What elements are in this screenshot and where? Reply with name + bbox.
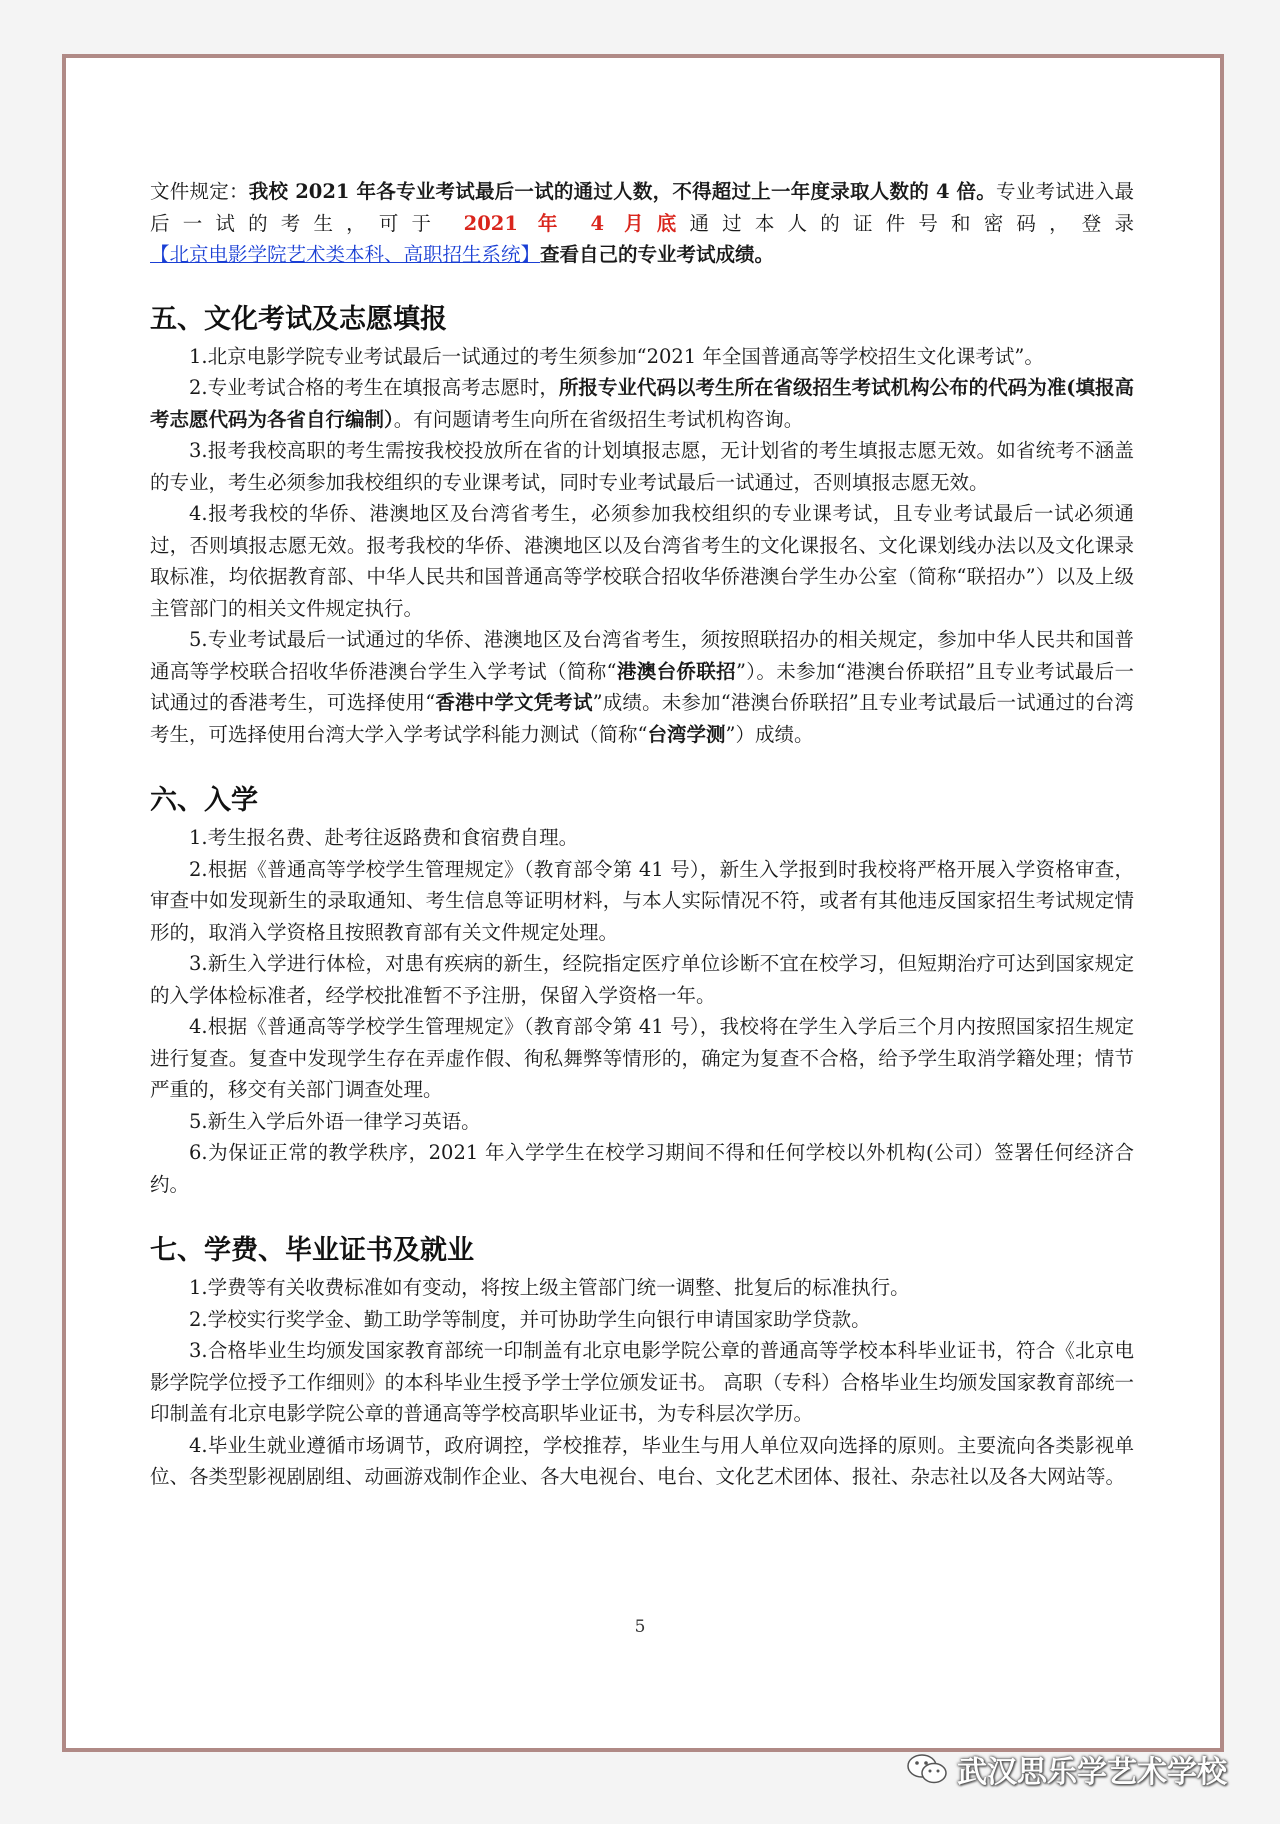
section-5-heading: 五、文化考试及志愿填报 (150, 303, 447, 335)
sec7-item-4: 4.毕业生就业遵循市场调节，政府调控，学校推荐，毕业生与用人单位双向选择的原则。主要流向各类影视单位、各类型影视剧剧组、动画游戏制作企业、各大电视台、电台、文化艺术团体、报社、杂志社以及各大网站等。 (150, 1433, 1134, 1488)
section-7-heading: 七、学费、毕业证书及就业 (150, 1235, 474, 1266)
admission-system-link[interactable]: 【北京电影学院艺术类本科、高职招生系统】 (150, 243, 541, 266)
wechat-icon (905, 1751, 949, 1787)
intro-text-2: 通过本人的证件号和密码，登录 (689, 211, 1134, 235)
sec6-item-1: 1.考生报名费、赴考往返路费和食宿费自理。 (189, 826, 579, 849)
sec5-item-1: 1.北京电影学院专业考试最后一试通过的考生须参加“2021 年全国普通高等学校招生文化课考试”。 (189, 344, 1044, 368)
intro-text: 专业考试进入最后一试的考生，可于 (150, 180, 1134, 235)
sec5-item-2-c: 。有问题请考生向所在省级招生考试机构咨询。 (393, 407, 804, 431)
sec5-item-5-a: 5.专业考试最后一试通过的华侨、港澳地区及台湾省考生，须按照联招办的相关规定，参加中华人民共和国普通高等学校联合招收华侨港澳台学生入学考试（简称“ (150, 628, 1134, 683)
sec7-item-3: 3.合格毕业生均颁发国家教育部统一印制盖有北京电影学院公章的普通高等学校本科毕业证书，符合《北京电影学院学位授予工作细则》的本科毕业生授予学士学位颁发证书。 高职（专科）合格毕业生均颁发国家教育部统一印制盖有北京电影学院公章的普通高等学校高职毕业证书，为专科层次学历。 (150, 1339, 1134, 1425)
sec5-item-2-bold: 所报专业代码以考生所在省级招生考试机构公布的代码为准(填报高考志愿代码为各省自行编制） (150, 376, 1134, 431)
sec5-item-5-bold-3: 台湾学测 (647, 722, 726, 746)
sec6-item-2: 2.根据《普通高等学校学生管理规定》（教育部令第 41 号），新生入学报到时我校将严格开展入学资格审查，审查中如发现新生的录取通知、考生信息等证明材料，与本人实际情况不符，或者有其他违反国家招生考试规定情形的，取消入学资格且按照教育部有关文件规定处理。 (150, 857, 1134, 944)
sec5-item-2 (150, 372, 1134, 435)
sec5-item-4: 4.报考我校的华侨、港澳地区及台湾省考生，必须参加我校组织的专业课考试，且专业考试最后一试必须通过，否则填报志愿无效。报考我校的华侨、港澳地区以及台湾省考生的文化课报名、文化课划线办法以及文化课录取标准，均依据教育部、中华人民共和国普通高等学校联合招收华侨港澳台学生办公室（简称“联招办”）以及上级主管部门的相关文件规定执行。 (150, 502, 1134, 620)
sec5-item-2-a: 2.专业考试合格的考生在填报高考志愿时， (189, 376, 559, 399)
sec6-item-5: 5.新生入学后外语一律学习英语。 (189, 1109, 481, 1133)
sec5-item-5 (150, 624, 1134, 750)
section-6-heading: 六、入学 (150, 785, 258, 816)
sec6-item-4: 4.根据《普通高等学校学生管理规定》（教育部令第 41 号），我校将在学生入学后三个月内按照国家招生规定进行复查。复查中发现学生存在弄虚作假、徇私舞弊等情形的，确定为复查不合格，给予学生取消学籍处理；情节严重的，移交有关部门调查处理。 (150, 1015, 1134, 1101)
intro-label: 文件规定： (150, 180, 249, 203)
sec6-item-6: 6.为保证正常的教学秩序，2021 年入学学生在校学习期间不得和任何学校以外机构(公司）签署任何经济合约。 (150, 1141, 1134, 1196)
intro-date: 2021 年 4 月底 (463, 211, 690, 235)
sec5-item-3: 3.报考我校高职的考生需按我校投放所在省的计划填报志愿，无计划省的考生填报志愿无效。如省统考不涵盖的专业，考生必须参加我校组织的专业课考试，同时专业考试最后一试通过，否则填报志愿无效。 (150, 439, 1134, 494)
sec5-item-5-c: ”）。未参加“港澳台侨联招”且专业考试最后一试通过的香港考生，可选择使用“ (150, 659, 1134, 714)
watermark (905, 1747, 1227, 1791)
page-number: 5 (634, 1617, 646, 1637)
sec5-item-5-e: ”成绩。未参加“港澳台侨联招”且专业考试最后一试通过的台湾考生，可选择使用台湾大学入学考试学科能力测试（简称“ (150, 691, 1134, 746)
sec6-item-3: 3.新生入学进行体检，对患有疾病的新生，经院指定医疗单位诊断不宜在校学习，但短期治疗可达到国家规定的入学体检标准者，经学校批准暂不予注册，保留入学资格一年。 (150, 952, 1134, 1007)
sec5-item-5-bold-2: 香港中学文凭考试 (435, 691, 593, 714)
watermark-text: 武汉思乐学艺术学校 (957, 1755, 1227, 1790)
intro-paragraph (150, 176, 1134, 271)
intro-bold-rule: 我校 2021 年各专业考试最后一试的通过人数，不得超过上一年度录取人数的 4 倍。 (248, 180, 997, 203)
intro-bold-score: 查看自己的专业考试成绩。 (540, 243, 775, 266)
sec7-item-1: 1.学费等有关收费标准如有变动，将按上级主管部门统一调整、批复后的标准执行。 (189, 1276, 910, 1299)
document-body (150, 176, 1134, 1493)
sec5-item-5-g: ”）成绩。 (725, 722, 814, 746)
sec7-item-2: 2.学校实行奖学金、勤工助学等制度，并可协助学生向银行申请国家助学贷款。 (189, 1307, 871, 1331)
sec5-item-5-bold-1: 港澳台侨联招 (616, 659, 736, 683)
